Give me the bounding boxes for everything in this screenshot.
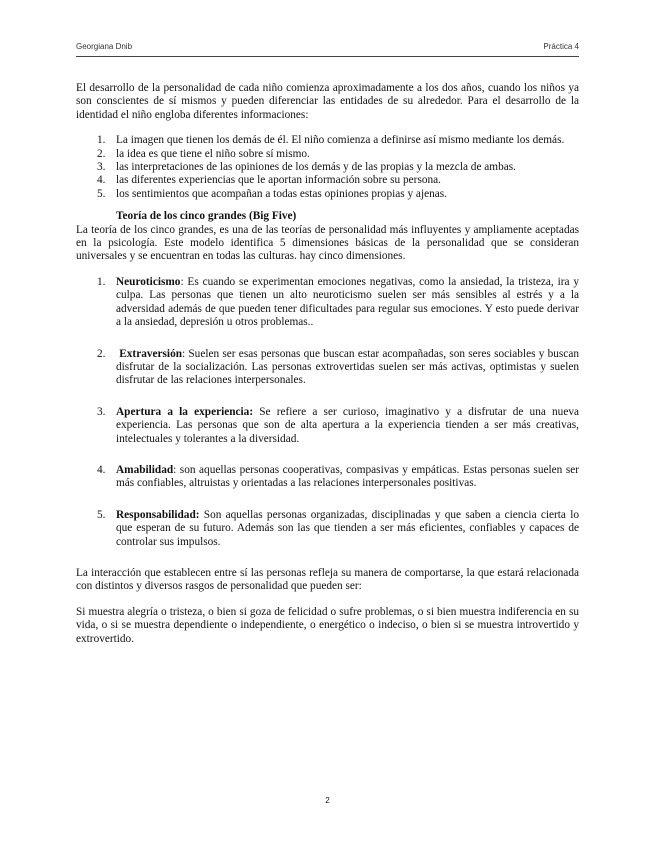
list-number: 1. xyxy=(97,275,106,288)
closing-paragraph-2: Si muestra alegría o tristeza, o bien si goza de felicidad o sufre problemas, o si bien muestra indiferencia en su vida, o si se muestra dependiente o independiente, o energético o indeciso, o bien si se muestra introvertido y extrovertido. xyxy=(76,605,579,645)
dimension-term: Extraversión xyxy=(119,347,183,360)
list-number: 3. xyxy=(97,161,106,174)
list-number: 2. xyxy=(97,347,106,360)
list-text: La imagen que tienen los demás de él. El niño comienza a definirse así mismo mediante los demás. xyxy=(116,134,565,147)
intro-paragraph: El desarrollo de la personalidad de cada niño comienza aproximadamente a los dos años, cuando los niños ya son conscientes de sí mismos y pueden diferenciar las entidades de su alrededor. Para el desarrollo de la identidad el niño engloba diferentes informaciones: xyxy=(76,82,579,121)
header-rule xyxy=(76,56,579,57)
list-item xyxy=(76,134,579,147)
dimension-term: Neuroticismo xyxy=(116,275,181,288)
list-item xyxy=(76,174,579,187)
list-number: 1. xyxy=(97,134,106,147)
dimension-item xyxy=(76,348,579,388)
dimensions-list xyxy=(76,276,579,549)
dimension-item xyxy=(76,406,579,446)
page-number: 2 xyxy=(325,796,330,805)
dimension-text: Se refiere a ser curioso, imaginativo y a disfrutar de una nueva experiencia. Las personas que son de alta apertura a la experiencia tienden a ser más creativas, intelectuales y tolerantes a la diversidad. xyxy=(116,405,579,445)
dimension-text: : Suelen ser esas personas que buscan estar acompañadas, son seres sociables y buscan disfrutar de la socialización. Las personas extrovertidas suelen ser más activas, optimistas y suelen disfrutar de las relaciones interpersonales. xyxy=(116,347,579,387)
header-section: Práctica 4 xyxy=(543,42,579,51)
dimension-term: Amabilidad xyxy=(116,463,174,476)
dimension-item xyxy=(76,509,579,549)
list-number: 2. xyxy=(97,147,106,160)
list-text: las interpretaciones de las opiniones de los demás y de las propias y la mezcla de ambas. xyxy=(116,161,516,174)
theory-intro-paragraph: La teoría de los cinco grandes, es una de las teorías de personalidad más influyentes y ampliamente aceptadas en la psicología. Este modelo identifica 5 dimensiones básicas de la personalidad que se consideran universales y se encuentran en todas las culturas. hay cinco dimensiones. xyxy=(76,223,579,263)
dimension-item xyxy=(76,276,579,330)
dimension-text: : son aquellas personas cooperativas, compasivas y empáticas. Estas personas suelen ser más confiables, altruistas y orientadas a las relaciones interpersonales positivas. xyxy=(116,463,579,490)
identity-info-list xyxy=(76,134,579,201)
list-number: 5. xyxy=(97,187,106,200)
dimension-text: : Es cuando se experimentan emociones negativas, como la ansiedad, la tristeza, ira y culpa. Las personas que tienen un alto neuroticismo suelen ser más sensibles al estrés y a la adversidad además de que pueden tener dificultades para regular sus emociones. Y esto puede derivar a la ansiedad, depresión u otros problemas.. xyxy=(116,275,579,329)
list-item xyxy=(76,148,579,161)
dimension-term: Apertura a la experiencia: xyxy=(116,405,254,418)
closing-paragraph-1: La interacción que establecen entre sí las personas refleja su manera de comportarse, la que estará relacionada con distintos y diversos rasgos de personalidad que pueden ser: xyxy=(76,566,579,593)
dimension-text: Son aquellas personas organizadas, disciplinadas y que saben a ciencia cierta lo que esperan de su futuro. Además son las que tienden a ser más eficientes, confiables y capaces de controlar sus impulsos. xyxy=(116,508,579,548)
list-item xyxy=(76,188,579,201)
list-text: los sentimientos que acompañan a todas estas opiniones propias y ajenas. xyxy=(116,187,447,200)
header-author: Georgiana Dnib xyxy=(76,42,133,51)
dimension-item xyxy=(76,464,579,491)
list-number: 3. xyxy=(97,405,106,418)
dimension-term: Responsabilidad: xyxy=(116,508,200,521)
list-text: la idea es que tiene el niño sobre sí mismo. xyxy=(116,147,310,160)
list-item xyxy=(76,161,579,174)
list-number: 4. xyxy=(97,174,106,187)
list-number: 4. xyxy=(97,463,106,476)
list-text: las diferentes experiencias que le aportan información sobre su persona. xyxy=(116,174,441,187)
page-header xyxy=(76,38,579,56)
document-body xyxy=(76,82,579,646)
list-number: 5. xyxy=(97,508,106,521)
section-heading: Teoría de los cinco grandes (Big Five) xyxy=(116,210,297,223)
